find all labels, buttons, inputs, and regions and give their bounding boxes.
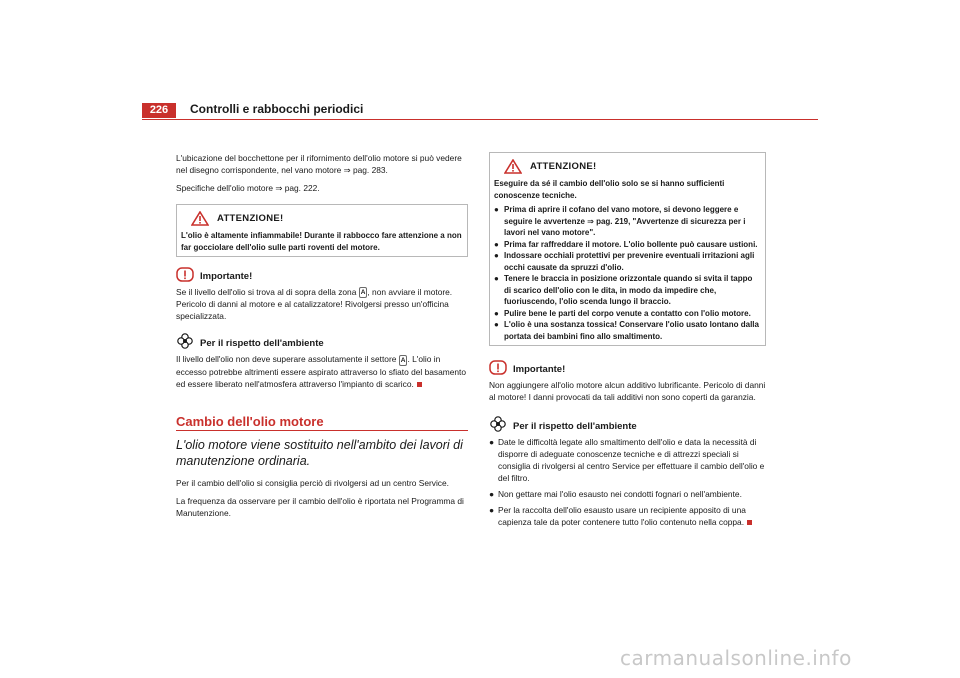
warning-text: L'olio è altamente infiammabile! Durante il rabbocco fare attenzione a non far gocciolare dell'olio sulle parti roventi del motore. bbox=[181, 231, 462, 252]
environment-title: Per il rispetto dell'ambiente bbox=[200, 338, 324, 350]
page-header-title: Controlli e rabbocchi periodici bbox=[190, 102, 364, 116]
environment-header bbox=[176, 332, 468, 350]
right-column bbox=[489, 152, 766, 532]
important-body bbox=[176, 286, 468, 322]
section-paragraph-1: Per il cambio dell'olio si consiglia perciò di rivolgersi ad un centro Service. bbox=[176, 477, 449, 488]
warning-bullet-text: Tenere le braccia in posizione orizzontale quando si svita il tappo di scarico dell'olio con le dita, in modo da impedire che, fuoriuscendo, l'olio scenda lungo il braccio. bbox=[504, 274, 753, 306]
important-text-a: Se il livello dell'olio si trova al di sopra della zona bbox=[176, 287, 359, 297]
warning-bullet bbox=[494, 250, 761, 273]
oil-spec-paragraph: Specifiche dell'olio motore ⇒ pag. 222. bbox=[176, 183, 320, 193]
header-rule bbox=[142, 119, 818, 120]
environment-body bbox=[489, 436, 766, 528]
warning-title: ATTENZIONE! bbox=[217, 212, 284, 224]
important-body bbox=[489, 379, 766, 403]
warning-bullet-text: Prima di aprire il cofano del vano motore, si devono leggere e seguire le avvertenze ⇒ pag. 219, "Avvertenze di sicurezza per i lavori nel vano motore". bbox=[504, 205, 746, 237]
warning-bullet-text: L'olio è una sostanza tossica! Conservare l'olio usato lontano dalla portata dei bambini fino allo smaltimento. bbox=[504, 320, 759, 341]
section-title: Cambio dell'olio motore bbox=[176, 413, 324, 429]
important-text bbox=[176, 286, 468, 322]
bullet-dot: ● bbox=[494, 205, 499, 214]
warning-bullet bbox=[494, 204, 761, 239]
environment-title: Per il rispetto dell'ambiente bbox=[513, 421, 637, 432]
warning-bullet bbox=[494, 308, 761, 320]
section-rule bbox=[176, 430, 468, 431]
bullet-dot: ● bbox=[489, 505, 495, 515]
warning-header bbox=[177, 205, 467, 230]
watermark: carmanualsonline.info bbox=[620, 646, 852, 670]
oil-change-warning-title: ATTENZIONE! bbox=[530, 160, 597, 172]
oil-change-warning-body bbox=[490, 178, 765, 345]
important-text: Non aggiungere all'olio motore alcun additivo lubrificante. Pericolo di danni al motore! I danni provocati da tali additivi non sono coperti da garanzia. bbox=[489, 380, 766, 402]
warning-bullet-text: Pulire bene le parti del corpo venute a contatto con l'olio motore. bbox=[504, 308, 751, 318]
bullet-dot: ● bbox=[494, 308, 499, 318]
important-header bbox=[176, 267, 468, 283]
end-of-section-mark bbox=[747, 520, 752, 525]
end-of-section-mark bbox=[417, 382, 422, 387]
intro-paragraph: L'ubicazione del bocchettone per il rifornimento dell'olio motore si può vedere nel disegno corrispondente, nel vano motore ⇒ pag. 283. bbox=[176, 153, 462, 175]
important-exclamation-icon bbox=[489, 360, 507, 376]
environment-body bbox=[176, 353, 468, 389]
warning-bullet bbox=[494, 319, 761, 342]
environment-text-a: Il livello dell'olio non deve superare assolutamente il settore bbox=[176, 354, 399, 365]
warning-bullet bbox=[494, 273, 761, 308]
zone-a-badge: A bbox=[360, 289, 366, 297]
oil-change-warning-intro: Eseguire da sé il cambio dell'olio solo se si hanno sufficienti conoscenze tecniche. bbox=[494, 179, 725, 200]
flower-environment-icon bbox=[176, 332, 194, 350]
warning-bullet bbox=[494, 239, 761, 251]
environment-bullet-text: Date le difficoltà legate allo smaltimento dell'olio e data la necessità di disporre di adeguate conoscenze tecniche e di attrezzi speciali si consiglia di rivolgersi al centro Service per effettuare il cambio dell'olio e del filtro. bbox=[498, 437, 765, 483]
oil-change-warning-box bbox=[489, 152, 766, 346]
environment-bullet-text bbox=[498, 504, 766, 528]
environment-text-b: . L'olio in eccesso potrebbe altrimenti essere aspirato attraverso lo sfiato del basamento ed essere liberato nell'atmosfera attraverso l'impianto di scarico. bbox=[176, 354, 467, 389]
important-header bbox=[489, 360, 766, 376]
environment-bullet bbox=[489, 488, 766, 500]
bullet-dot: ● bbox=[494, 320, 499, 329]
warning-box bbox=[176, 204, 468, 257]
bullet-dot: ● bbox=[494, 239, 499, 249]
warning-triangle-icon bbox=[191, 211, 209, 226]
warning-bullet-text: Indossare occhiali protettivi per prevenire eventuali irritazioni agli occhi causate da spruzzi d'olio. bbox=[504, 251, 755, 272]
warning-bullet-text: Prima far raffreddare il motore. L'olio bollente può causare ustioni. bbox=[504, 239, 758, 249]
environment-header bbox=[489, 415, 766, 433]
important-title: Importante! bbox=[513, 364, 566, 375]
bullet-dot: ● bbox=[489, 489, 495, 499]
warning-triangle-icon bbox=[504, 159, 522, 174]
sector-a-badge: A bbox=[400, 356, 406, 364]
environment-bullet-text: Non gettare mai l'olio esausto nei condotti fognari o nell'ambiente. bbox=[498, 489, 742, 499]
page-number: 226 bbox=[142, 103, 176, 118]
flower-environment-icon bbox=[489, 415, 507, 433]
left-column bbox=[176, 152, 468, 525]
important-text-b: , non avviare il motore. Pericolo di danni al motore e al catalizzatore! Rivolgersi presso un'officina specializzata. bbox=[176, 287, 453, 322]
environment-bullet bbox=[489, 504, 766, 528]
oil-change-warning-header bbox=[490, 153, 765, 178]
bullet-dot: ● bbox=[494, 274, 499, 283]
section-paragraph-2: La frequenza da osservare per il cambio dell'olio è riportata nel Programma di Manutenzione. bbox=[176, 495, 464, 518]
bullet-dot: ● bbox=[489, 437, 495, 447]
environment-bullet bbox=[489, 436, 766, 484]
bullet-dot: ● bbox=[494, 251, 499, 260]
environment-text bbox=[176, 353, 468, 389]
environment-bullet-text-content: Per la raccolta dell'olio esausto usare un recipiente apposito di una capienza tale da poter contenere tutto l'olio contenuto nella coppa. bbox=[498, 505, 746, 527]
section-subtitle: L'olio motore viene sostituito nell'ambito dei lavori di manutenzione ordinaria. bbox=[176, 437, 463, 468]
important-exclamation-icon bbox=[176, 267, 194, 283]
important-title: Importante! bbox=[200, 271, 253, 282]
